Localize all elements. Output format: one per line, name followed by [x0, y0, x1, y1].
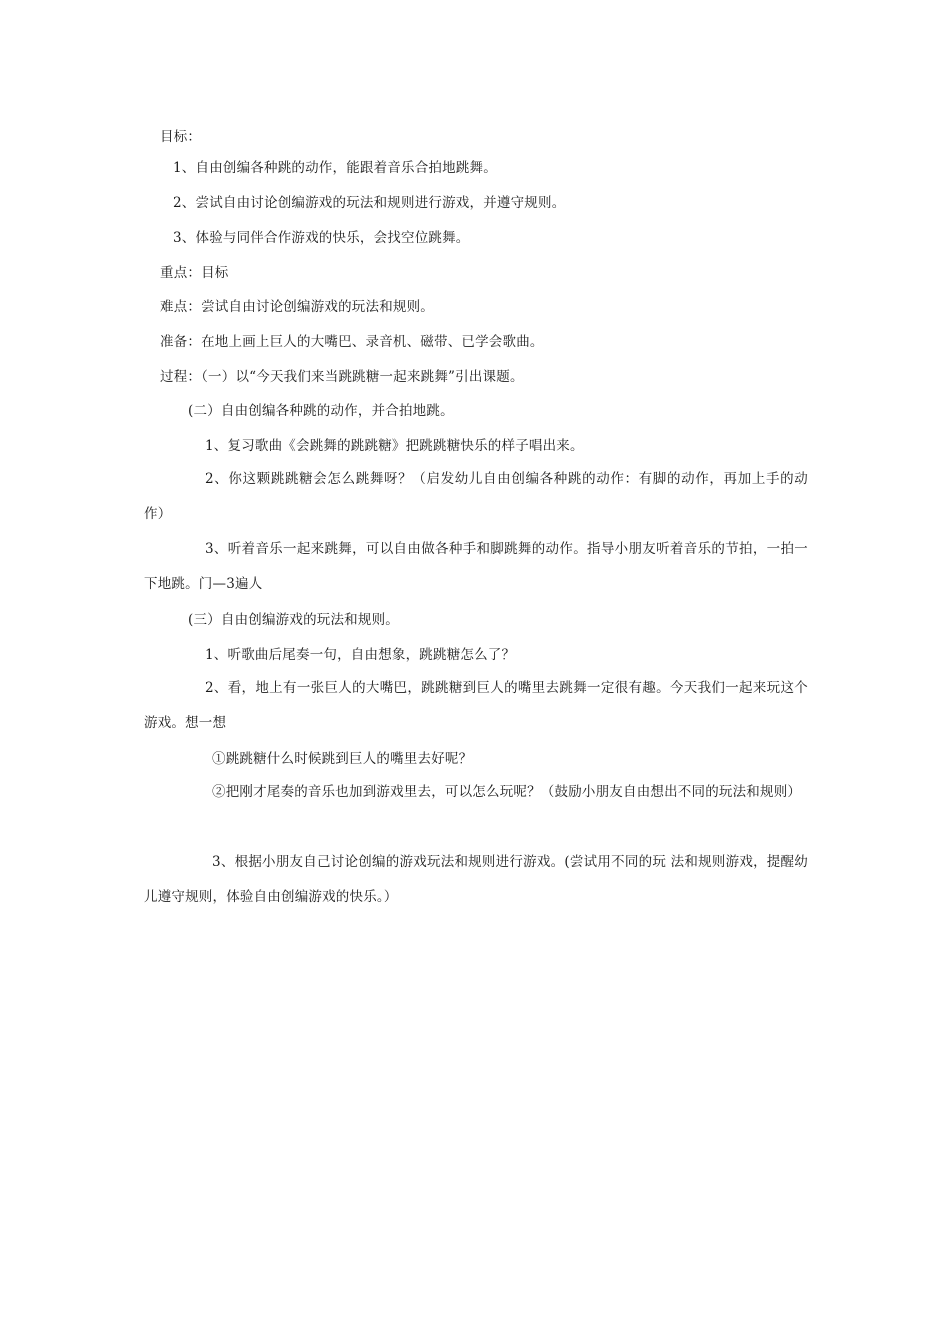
- section2-item-3: 3、听着音乐一起来跳舞，可以自由做各种手和脚跳舞的动作。指导小朋友听着音乐的节拍，一拍一下地跳。门—3遍人: [144, 541, 808, 592]
- process-intro: 过程：（一）以“今天我们来当跳跳糖一起来跳舞”引出课题。: [160, 369, 524, 385]
- goal-item-2: 2、尝试自由讨论创编游戏的玩法和规则进行游戏，并遵守规则。: [173, 195, 566, 211]
- section3-sub-item-1: ①跳跳糖什么时候跳到巨人的嘴里去好呢？: [212, 751, 473, 767]
- section3-item-3: 3、根据小朋友自己讨论创编的游戏玩法和规则进行游戏。(尝试用不同的玩 法和规则游戏，提醒幼儿遵守规则，体验自由创编游戏的快乐。）: [144, 854, 808, 905]
- section3-item-1: 1、听歌曲后尾奏一句，自由想象，跳跳糖怎么了？: [205, 647, 516, 663]
- goal-item-1: 1、自由创编各种跳的动作，能跟着音乐合拍地跳舞。: [173, 160, 497, 176]
- key-point: 重点：目标: [160, 265, 229, 281]
- section3-sub-item-2: ②把刚才尾奏的音乐也加到游戏里去，可以怎么玩呢？（鼓励小朋友自由想出不同的玩法和规则）: [212, 784, 802, 800]
- goal-item-3: 3、体验与同伴合作游戏的快乐，会找空位跳舞。: [173, 230, 470, 246]
- preparation: 准备：在地上画上巨人的大嘴巴、录音机、磁带、已学会歌曲。: [160, 334, 544, 350]
- section2-item-2: 2、你这颗跳跳糖会怎么跳舞呀？（启发幼儿自由创编各种跳的动作：有脚的动作，再加上手的动作）: [144, 471, 808, 522]
- section3-heading: (三）自由创编游戏的玩法和规则。: [188, 612, 399, 628]
- goal-label: 目标：: [160, 129, 202, 145]
- difficulty: 难点：尝试自由讨论创编游戏的玩法和规则。: [160, 299, 434, 315]
- section2-heading: (二）自由创编各种跳的动作，并合拍地跳。: [188, 403, 454, 419]
- section3-item-2: 2、看，地上有一张巨人的大嘴巴，跳跳糖到巨人的嘴里去跳舞一定很有趣。今天我们一起来玩这个游戏。想一想: [144, 680, 808, 731]
- section2-item-1: 1、复习歌曲《会跳舞的跳跳糖》把跳跳糖快乐的样子唱出来。: [205, 438, 584, 454]
